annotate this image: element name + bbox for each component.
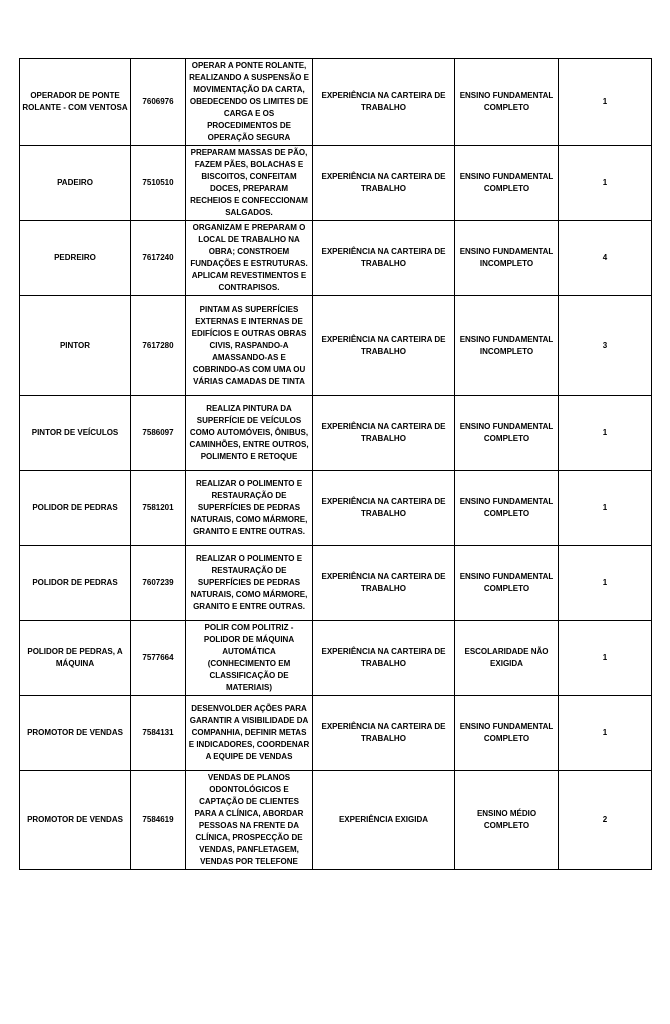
table-row	[20, 546, 652, 621]
table-row	[20, 146, 652, 221]
vacancies-cell: 1	[559, 59, 652, 146]
job-code-cell: 7617280	[131, 296, 186, 396]
job-description-cell: REALIZAR O POLIMENTO E RESTAURAÇÃO DE SUPERFÍCIES DE PEDRAS NATURAIS, COMO MÁRMORE, GRANITO E ENTRE OUTRAS.	[186, 546, 313, 621]
job-code-cell: 7584619	[131, 771, 186, 870]
vacancies-cell: 1	[559, 396, 652, 471]
experience-cell: EXPERIÊNCIA NA CARTEIRA DE TRABALHO	[313, 396, 455, 471]
education-cell: ENSINO FUNDAMENTAL COMPLETO	[455, 59, 559, 146]
table-row	[20, 771, 652, 870]
job-code-cell: 7617240	[131, 221, 186, 296]
education-cell: ENSINO FUNDAMENTAL COMPLETO	[455, 146, 559, 221]
job-title-cell: PINTOR DE VEÍCULOS	[20, 396, 131, 471]
education-cell: ENSINO FUNDAMENTAL INCOMPLETO	[455, 221, 559, 296]
job-code-cell: 7581201	[131, 471, 186, 546]
job-description-cell: REALIZAR O POLIMENTO E RESTAURAÇÃO DE SUPERFÍCIES DE PEDRAS NATURAIS, COMO MÁRMORE, GRANITO E ENTRE OUTRAS.	[186, 471, 313, 546]
job-code-cell: 7510510	[131, 146, 186, 221]
job-title-cell: PROMOTOR DE VENDAS	[20, 696, 131, 771]
job-code-cell: 7577664	[131, 621, 186, 696]
job-title-cell: POLIDOR DE PEDRAS	[20, 546, 131, 621]
job-title-cell: OPERADOR DE PONTE ROLANTE - COM VENTOSA	[20, 59, 131, 146]
education-cell: ENSINO MÉDIO COMPLETO	[455, 771, 559, 870]
table-row	[20, 396, 652, 471]
job-title-cell: POLIDOR DE PEDRAS, A MÁQUINA	[20, 621, 131, 696]
job-title-cell: PINTOR	[20, 296, 131, 396]
job-code-cell: 7584131	[131, 696, 186, 771]
job-title-cell: PROMOTOR DE VENDAS	[20, 771, 131, 870]
education-cell: ENSINO FUNDAMENTAL COMPLETO	[455, 696, 559, 771]
vacancies-cell: 2	[559, 771, 652, 870]
job-description-cell: PINTAM AS SUPERFÍCIES EXTERNAS E INTERNAS DE EDIFÍCIOS E OUTRAS OBRAS CIVIS, RASPANDO-A AMASSANDO-AS E COBRINDO-AS COM UMA OU VÁRIAS CAMADAS DE TINTA	[186, 296, 313, 396]
education-cell: ESCOLARIDADE NÃO EXIGIDA	[455, 621, 559, 696]
job-description-cell: ORGANIZAM E PREPARAM O LOCAL DE TRABALHO NA OBRA; CONSTROEM FUNDAÇÕES E ESTRUTURAS. APLICAM REVESTIMENTOS E CONTRAPISOS.	[186, 221, 313, 296]
experience-cell: EXPERIÊNCIA NA CARTEIRA DE TRABALHO	[313, 59, 455, 146]
job-description-cell: VENDAS DE PLANOS ODONTOLÓGICOS E CAPTAÇÃO DE CLIENTES PARA A CLÍNICA, ABORDAR PESSOAS NA FRENTE DA CLÍNICA, PROSPECÇÃO DE VENDAS, PANFLETAGEM, VENDAS POR TELEFONE	[186, 771, 313, 870]
table-row	[20, 59, 652, 146]
experience-cell: EXPERIÊNCIA NA CARTEIRA DE TRABALHO	[313, 546, 455, 621]
experience-cell: EXPERIÊNCIA NA CARTEIRA DE TRABALHO	[313, 296, 455, 396]
job-description-cell: OPERAR A PONTE ROLANTE, REALIZANDO A SUSPENSÃO E MOVIMENTAÇÃO DA CARTA, OBEDECENDO OS LIMITES DE CARGA E OS PROCEDIMENTOS DE OPERAÇÃO SEGURA	[186, 59, 313, 146]
job-description-cell: REALIZA PINTURA DA SUPERFÍCIE DE VEÍCULOS COMO AUTOMÓVEIS, ÔNIBUS, CAMINHÕES, ENTRE OUTROS, POLIMENTO E RETOQUE	[186, 396, 313, 471]
experience-cell: EXPERIÊNCIA EXIGIDA	[313, 771, 455, 870]
job-title-cell: PADEIRO	[20, 146, 131, 221]
job-vacancies-table	[19, 58, 652, 870]
table-row	[20, 296, 652, 396]
education-cell: ENSINO FUNDAMENTAL COMPLETO	[455, 396, 559, 471]
vacancies-cell: 1	[559, 471, 652, 546]
job-description-cell: PREPARAM MASSAS DE PÃO, FAZEM PÃES, BOLACHAS E BISCOITOS, CONFEITAM DOCES, PREPARAM RECHEIOS E CONFECCIONAM SALGADOS.	[186, 146, 313, 221]
vacancies-cell: 1	[559, 621, 652, 696]
vacancies-cell: 1	[559, 696, 652, 771]
education-cell: ENSINO FUNDAMENTAL COMPLETO	[455, 546, 559, 621]
education-cell: ENSINO FUNDAMENTAL INCOMPLETO	[455, 296, 559, 396]
vacancies-cell: 1	[559, 146, 652, 221]
experience-cell: EXPERIÊNCIA NA CARTEIRA DE TRABALHO	[313, 146, 455, 221]
vacancies-cell: 3	[559, 296, 652, 396]
table-row	[20, 621, 652, 696]
vacancies-cell: 4	[559, 221, 652, 296]
table-row	[20, 696, 652, 771]
job-title-cell: PEDREIRO	[20, 221, 131, 296]
education-cell: ENSINO FUNDAMENTAL COMPLETO	[455, 471, 559, 546]
job-description-cell: POLIR COM POLITRIZ - POLIDOR DE MÁQUINA AUTOMÁTICA (CONHECIMENTO EM CLASSIFICAÇÃO DE MATERIAIS)	[186, 621, 313, 696]
job-title-cell: POLIDOR DE PEDRAS	[20, 471, 131, 546]
job-code-cell: 7586097	[131, 396, 186, 471]
table-row	[20, 471, 652, 546]
job-code-cell: 7606976	[131, 59, 186, 146]
job-code-cell: 7607239	[131, 546, 186, 621]
experience-cell: EXPERIÊNCIA NA CARTEIRA DE TRABALHO	[313, 221, 455, 296]
job-description-cell: DESENVOLDER AÇÕES PARA GARANTIR A VISIBILIDADE DA COMPANHIA, DEFINIR METAS E INDICADORES, COORDENAR A EQUIPE DE VENDAS	[186, 696, 313, 771]
experience-cell: EXPERIÊNCIA NA CARTEIRA DE TRABALHO	[313, 696, 455, 771]
experience-cell: EXPERIÊNCIA NA CARTEIRA DE TRABALHO	[313, 471, 455, 546]
table-row	[20, 221, 652, 296]
vacancies-cell: 1	[559, 546, 652, 621]
experience-cell: EXPERIÊNCIA NA CARTEIRA DE TRABALHO	[313, 621, 455, 696]
